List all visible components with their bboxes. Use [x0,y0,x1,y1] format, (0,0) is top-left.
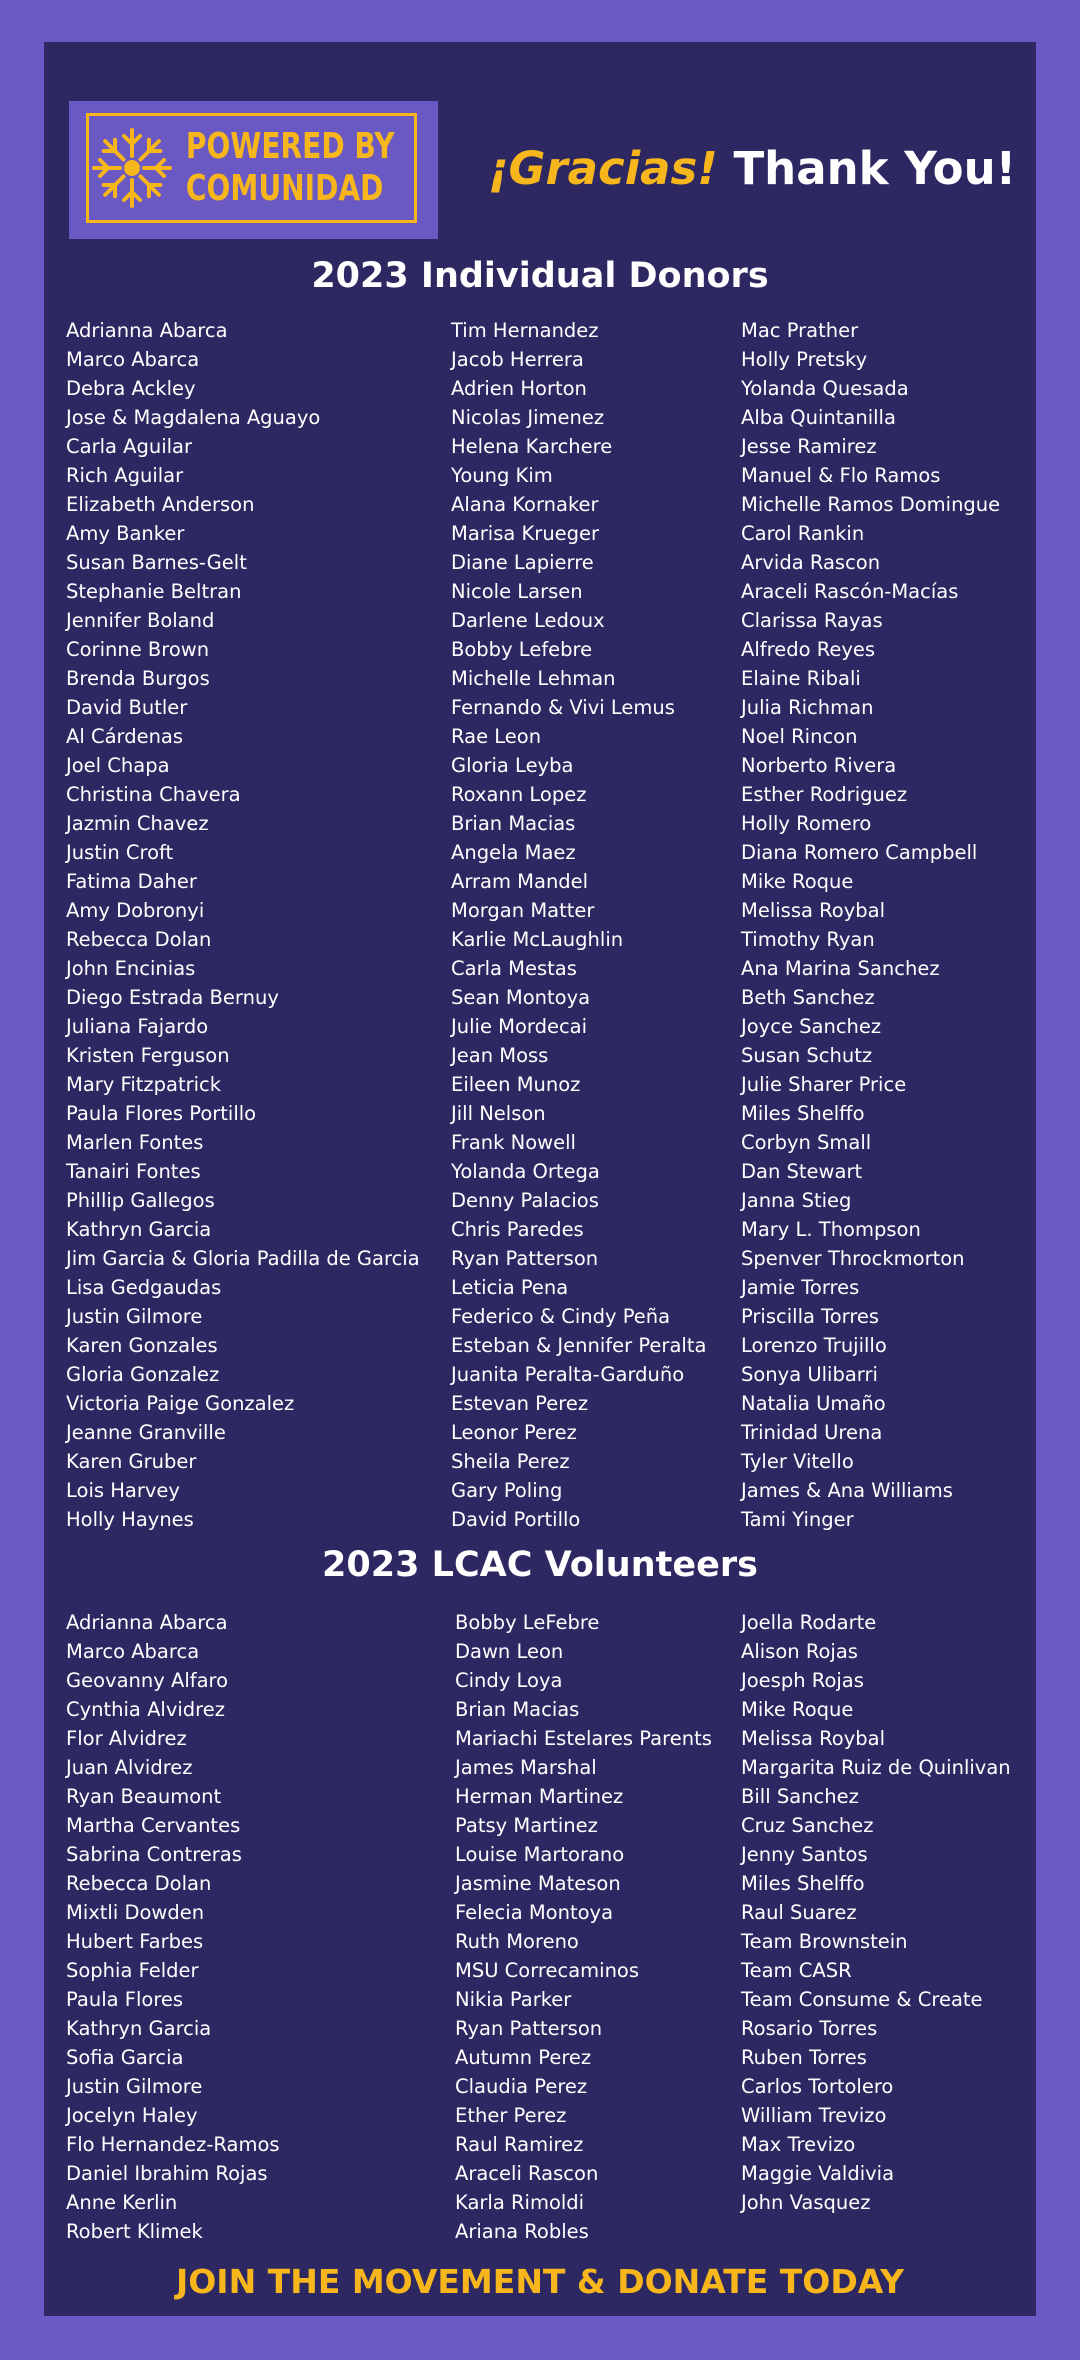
name-item: Julie Mordecai [451,1015,588,1038]
name-item: Fatima Daher [66,870,197,893]
name-item: Jesse Ramirez [741,435,877,458]
name-item: Jenny Santos [741,1843,868,1866]
name-item: Holly Romero [741,812,872,835]
name-item: Max Trevizo [741,2133,856,2156]
name-item: Young Kim [451,464,553,487]
volunteers-column-3 [741,1608,1011,2217]
name-item: Bobby Lefebre [451,638,593,661]
name-item: Corinne Brown [66,638,210,661]
name-item: Brian Macias [455,1698,580,1721]
name-item: Sophia Felder [66,1959,199,1982]
name-item: Melissa Roybal [741,899,886,922]
name-item: Sabrina Contreras [66,1843,242,1866]
name-item: Raul Ramirez [455,2133,584,2156]
name-item: James Marshal [455,1756,597,1779]
name-item: Amy Dobronyi [66,899,205,922]
name-item: Mariachi Estelares Parents [455,1727,712,1750]
name-item: Paula Flores [66,1988,184,2011]
name-item: Paula Flores Portillo [66,1102,257,1125]
name-item: Yolanda Ortega [451,1160,600,1183]
name-item: Al Cárdenas [66,725,184,748]
name-item: Team Consume & Create [741,1988,983,2011]
name-item: Rich Aguilar [66,464,184,487]
name-item: Lisa Gedgaudas [66,1276,222,1299]
name-item: Alba Quintanilla [741,406,896,429]
name-item: MSU Correcaminos [455,1959,640,1982]
name-item: Julie Sharer Price [741,1073,907,1096]
name-item: Miles Shelffo [741,1872,865,1895]
name-item: Trinidad Urena [741,1421,883,1444]
name-item: Flo Hernandez-Ramos [66,2133,280,2156]
name-item: Timothy Ryan [741,928,875,951]
name-item: Jasmine Mateson [455,1872,621,1895]
name-item: Hubert Farbes [66,1930,204,1953]
donors-column-2 [451,316,706,1534]
name-item: Marco Abarca [66,348,200,371]
name-item: Diane Lapierre [451,551,594,574]
name-item: Cynthia Alvidrez [66,1698,225,1721]
name-item: Carlos Tortolero [741,2075,894,2098]
name-item: Jose & Magdalena Aguayo [66,406,321,429]
name-item: Alfredo Reyes [741,638,876,661]
logo-line1: POWERED BY [185,126,395,167]
name-item: Lorenzo Trujillo [741,1334,887,1357]
name-item: Priscilla Torres [741,1305,880,1328]
name-item: Estevan Perez [451,1392,589,1415]
name-item: Esther Rodriguez [741,783,908,806]
name-item: Chris Paredes [451,1218,584,1241]
name-item: Stephanie Beltran [66,580,242,603]
name-item: Cindy Loya [455,1669,563,1692]
name-item: Alison Rojas [741,1640,858,1663]
name-item: Karlie McLaughlin [451,928,624,951]
name-item: Yolanda Quesada [741,377,909,400]
name-item: Ruben Torres [741,2046,867,2069]
name-item: Diana Romero Campbell [741,841,978,864]
name-item: Araceli Rascon [455,2162,599,2185]
name-item: Justin Gilmore [66,2075,203,2098]
name-item: Margarita Ruiz de Quinlivan [741,1756,1011,1779]
name-item: Jamie Torres [741,1276,860,1299]
name-item: John Vasquez [741,2191,871,2214]
name-item: Adrien Horton [451,377,587,400]
sun-emblem-icon [89,116,175,220]
name-item: Roxann Lopez [451,783,587,806]
name-item: David Portillo [451,1508,581,1531]
name-item: Kristen Ferguson [66,1044,230,1067]
name-item: Gloria Gonzalez [66,1363,220,1386]
volunteers-column-2 [455,1608,712,2246]
name-item: Bill Sanchez [741,1785,859,1808]
name-item: Karen Gonzales [66,1334,218,1357]
name-item: Christina Chavera [66,783,241,806]
name-item: Dan Stewart [741,1160,863,1183]
name-item: Susan Barnes-Gelt [66,551,247,574]
name-item: Jeanne Granville [66,1421,226,1444]
name-item: Mary Fitzpatrick [66,1073,222,1096]
name-item: James & Ana Williams [741,1479,953,1502]
name-item: Marlen Fontes [66,1131,204,1154]
name-item: Jazmin Chavez [66,812,209,835]
name-item: Mike Roque [741,870,854,893]
name-item: Elizabeth Anderson [66,493,255,516]
name-item: Louise Martorano [455,1843,625,1866]
name-item: Rebecca Dolan [66,928,212,951]
name-item: Dawn Leon [455,1640,564,1663]
name-item: Ryan Patterson [451,1247,599,1270]
name-item: Mary L. Thompson [741,1218,921,1241]
name-item: Geovanny Alfaro [66,1669,229,1692]
name-item: Mac Prather [741,319,859,342]
name-item: Team Brownstein [741,1930,908,1953]
name-item: Joella Rodarte [741,1611,877,1634]
name-item: Sonya Ulibarri [741,1363,878,1386]
content-panel [44,42,1036,2316]
name-item: Debra Ackley [66,377,196,400]
name-item: Patsy Martinez [455,1814,598,1837]
name-item: Frank Nowell [451,1131,576,1154]
name-item: Karla Rimoldi [455,2191,585,2214]
name-item: Justin Croft [66,841,174,864]
name-item: Autumn Perez [455,2046,592,2069]
name-item: Joesph Rojas [741,1669,864,1692]
name-item: Brian Macias [451,812,576,835]
name-item: Joyce Sanchez [741,1015,882,1038]
name-item: Team CASR [741,1959,852,1982]
name-item: Jennifer Boland [66,609,215,632]
name-item: Claudia Perez [455,2075,588,2098]
name-item: Arvida Rascon [741,551,881,574]
logo-frame [86,113,417,223]
name-item: Jocelyn Haley [66,2104,198,2127]
name-item: Alana Kornaker [451,493,599,516]
name-item: Rae Leon [451,725,542,748]
name-item: Janna Stieg [741,1189,852,1212]
name-item: Phillip Gallegos [66,1189,215,1212]
name-item: Holly Haynes [66,1508,194,1531]
name-item: Noel Rincon [741,725,858,748]
name-item: Ether Perez [455,2104,567,2127]
name-item: Rosario Torres [741,2017,878,2040]
volunteers-column-1 [66,1608,280,2246]
name-item: Rebecca Dolan [66,1872,212,1895]
name-item: Herman Martinez [455,1785,624,1808]
name-item: Ariana Robles [455,2220,589,2243]
name-item: Araceli Rascón-Macías [741,580,959,603]
name-item: Leonor Perez [451,1421,577,1444]
name-item: Jean Moss [451,1044,549,1067]
name-item: Nikia Parker [455,1988,572,2011]
name-item: Sheila Perez [451,1450,570,1473]
name-item: Amy Banker [66,522,185,545]
name-item: Jacob Herrera [451,348,584,371]
thank-you-heading [488,142,1016,212]
name-item: Ruth Moreno [455,1930,579,1953]
name-item: Gary Poling [451,1479,563,1502]
name-item: Cruz Sanchez [741,1814,874,1837]
name-item: Brenda Burgos [66,667,210,690]
donors-title: 2023 Individual Donors [311,256,769,296]
name-item: Adrianna Abarca [66,319,228,342]
name-item: Eileen Munoz [451,1073,581,1096]
name-item: Adrianna Abarca [66,1611,228,1634]
name-item: Juan Alvidrez [66,1756,193,1779]
thank-you-text: Thank You! [733,142,1017,195]
name-item: Diego Estrada Bernuy [66,986,279,1009]
name-item: Leticia Pena [451,1276,569,1299]
name-item: Helena Karchere [451,435,613,458]
donors-column-1 [66,316,420,1534]
name-item: Carla Aguilar [66,435,193,458]
name-item: Ryan Patterson [455,2017,603,2040]
name-item: Norberto Rivera [741,754,897,777]
name-item: Kathryn Garcia [66,2017,212,2040]
name-item: Maggie Valdivia [741,2162,895,2185]
name-item: Michelle Lehman [451,667,616,690]
name-item: Marisa Krueger [451,522,600,545]
name-item: Nicolas Jimenez [451,406,605,429]
name-item: Melissa Roybal [741,1727,886,1750]
name-item: Justin Gilmore [66,1305,203,1328]
logo-text [175,126,395,210]
name-item: William Trevizo [741,2104,887,2127]
name-item: Angela Maez [451,841,576,864]
name-item: Tyler Vitello [741,1450,854,1473]
name-item: Daniel Ibrahim Rojas [66,2162,268,2185]
name-item: Fernando & Vivi Lemus [451,696,675,719]
name-item: Martha Cervantes [66,1814,241,1837]
name-item: Tami Yinger [741,1508,854,1531]
name-item: John Encinias [66,957,196,980]
logo-line2: COMUNIDAD [185,168,384,209]
name-item: Juliana Fajardo [66,1015,209,1038]
gracias-text: ¡Gracias! [488,142,718,195]
name-item: Victoria Paige Gonzalez [66,1392,295,1415]
name-item: Holly Pretsky [741,348,868,371]
name-item: Tim Hernandez [451,319,599,342]
name-item: Mixtli Dowden [66,1901,205,1924]
name-item: Carol Rankin [741,522,865,545]
donate-cta: JOIN THE MOVEMENT & DONATE TODAY [175,2262,905,2301]
name-item: Julia Richman [741,696,874,719]
name-item: Robert Klimek [66,2220,203,2243]
name-item: Carla Mestas [451,957,577,980]
name-item: Karen Gruber [66,1450,197,1473]
name-item: Michelle Ramos Domingue [741,493,1001,516]
logo [69,101,438,239]
name-item: Ana Marina Sanchez [741,957,940,980]
name-item: Tanairi Fontes [66,1160,201,1183]
volunteers-title: 2023 LCAC Volunteers [322,1545,758,1585]
name-item: Natalia Umaño [741,1392,886,1415]
name-item: Mike Roque [741,1698,854,1721]
name-item: Lois Harvey [66,1479,180,1502]
name-item: Jim Garcia & Gloria Padilla de Garcia [66,1247,420,1270]
name-item: Flor Alvidrez [66,1727,187,1750]
name-item: Marco Abarca [66,1640,200,1663]
name-item: Clarissa Rayas [741,609,883,632]
donors-column-3 [741,316,1000,1534]
name-item: Spenver Throckmorton [741,1247,965,1270]
name-item: David Butler [66,696,188,719]
name-item: Manuel & Flo Ramos [741,464,941,487]
name-item: Federico & Cindy Peña [451,1305,671,1328]
name-item: Arram Mandel [451,870,589,893]
name-item: Kathryn Garcia [66,1218,212,1241]
name-item: Darlene Ledoux [451,609,605,632]
name-item: Raul Suarez [741,1901,857,1924]
name-item: Bobby LeFebre [455,1611,600,1634]
name-item: Nicole Larsen [451,580,583,603]
name-item: Joel Chapa [66,754,170,777]
name-item: Elaine Ribali [741,667,861,690]
name-item: Susan Schutz [741,1044,873,1067]
name-item: Ryan Beaumont [66,1785,222,1808]
name-item: Anne Kerlin [66,2191,178,2214]
name-item: Jill Nelson [451,1102,546,1125]
name-item: Beth Sanchez [741,986,875,1009]
name-item: Denny Palacios [451,1189,599,1212]
name-item: Felecia Montoya [455,1901,614,1924]
name-item: Corbyn Small [741,1131,872,1154]
name-item: Sean Montoya [451,986,591,1009]
name-item: Gloria Leyba [451,754,574,777]
name-item: Miles Shelffo [741,1102,865,1125]
name-item: Morgan Matter [451,899,595,922]
name-item: Sofia Garcia [66,2046,184,2069]
name-item: Esteban & Jennifer Peralta [451,1334,707,1357]
name-item: Juanita Peralta-Garduño [451,1363,685,1386]
